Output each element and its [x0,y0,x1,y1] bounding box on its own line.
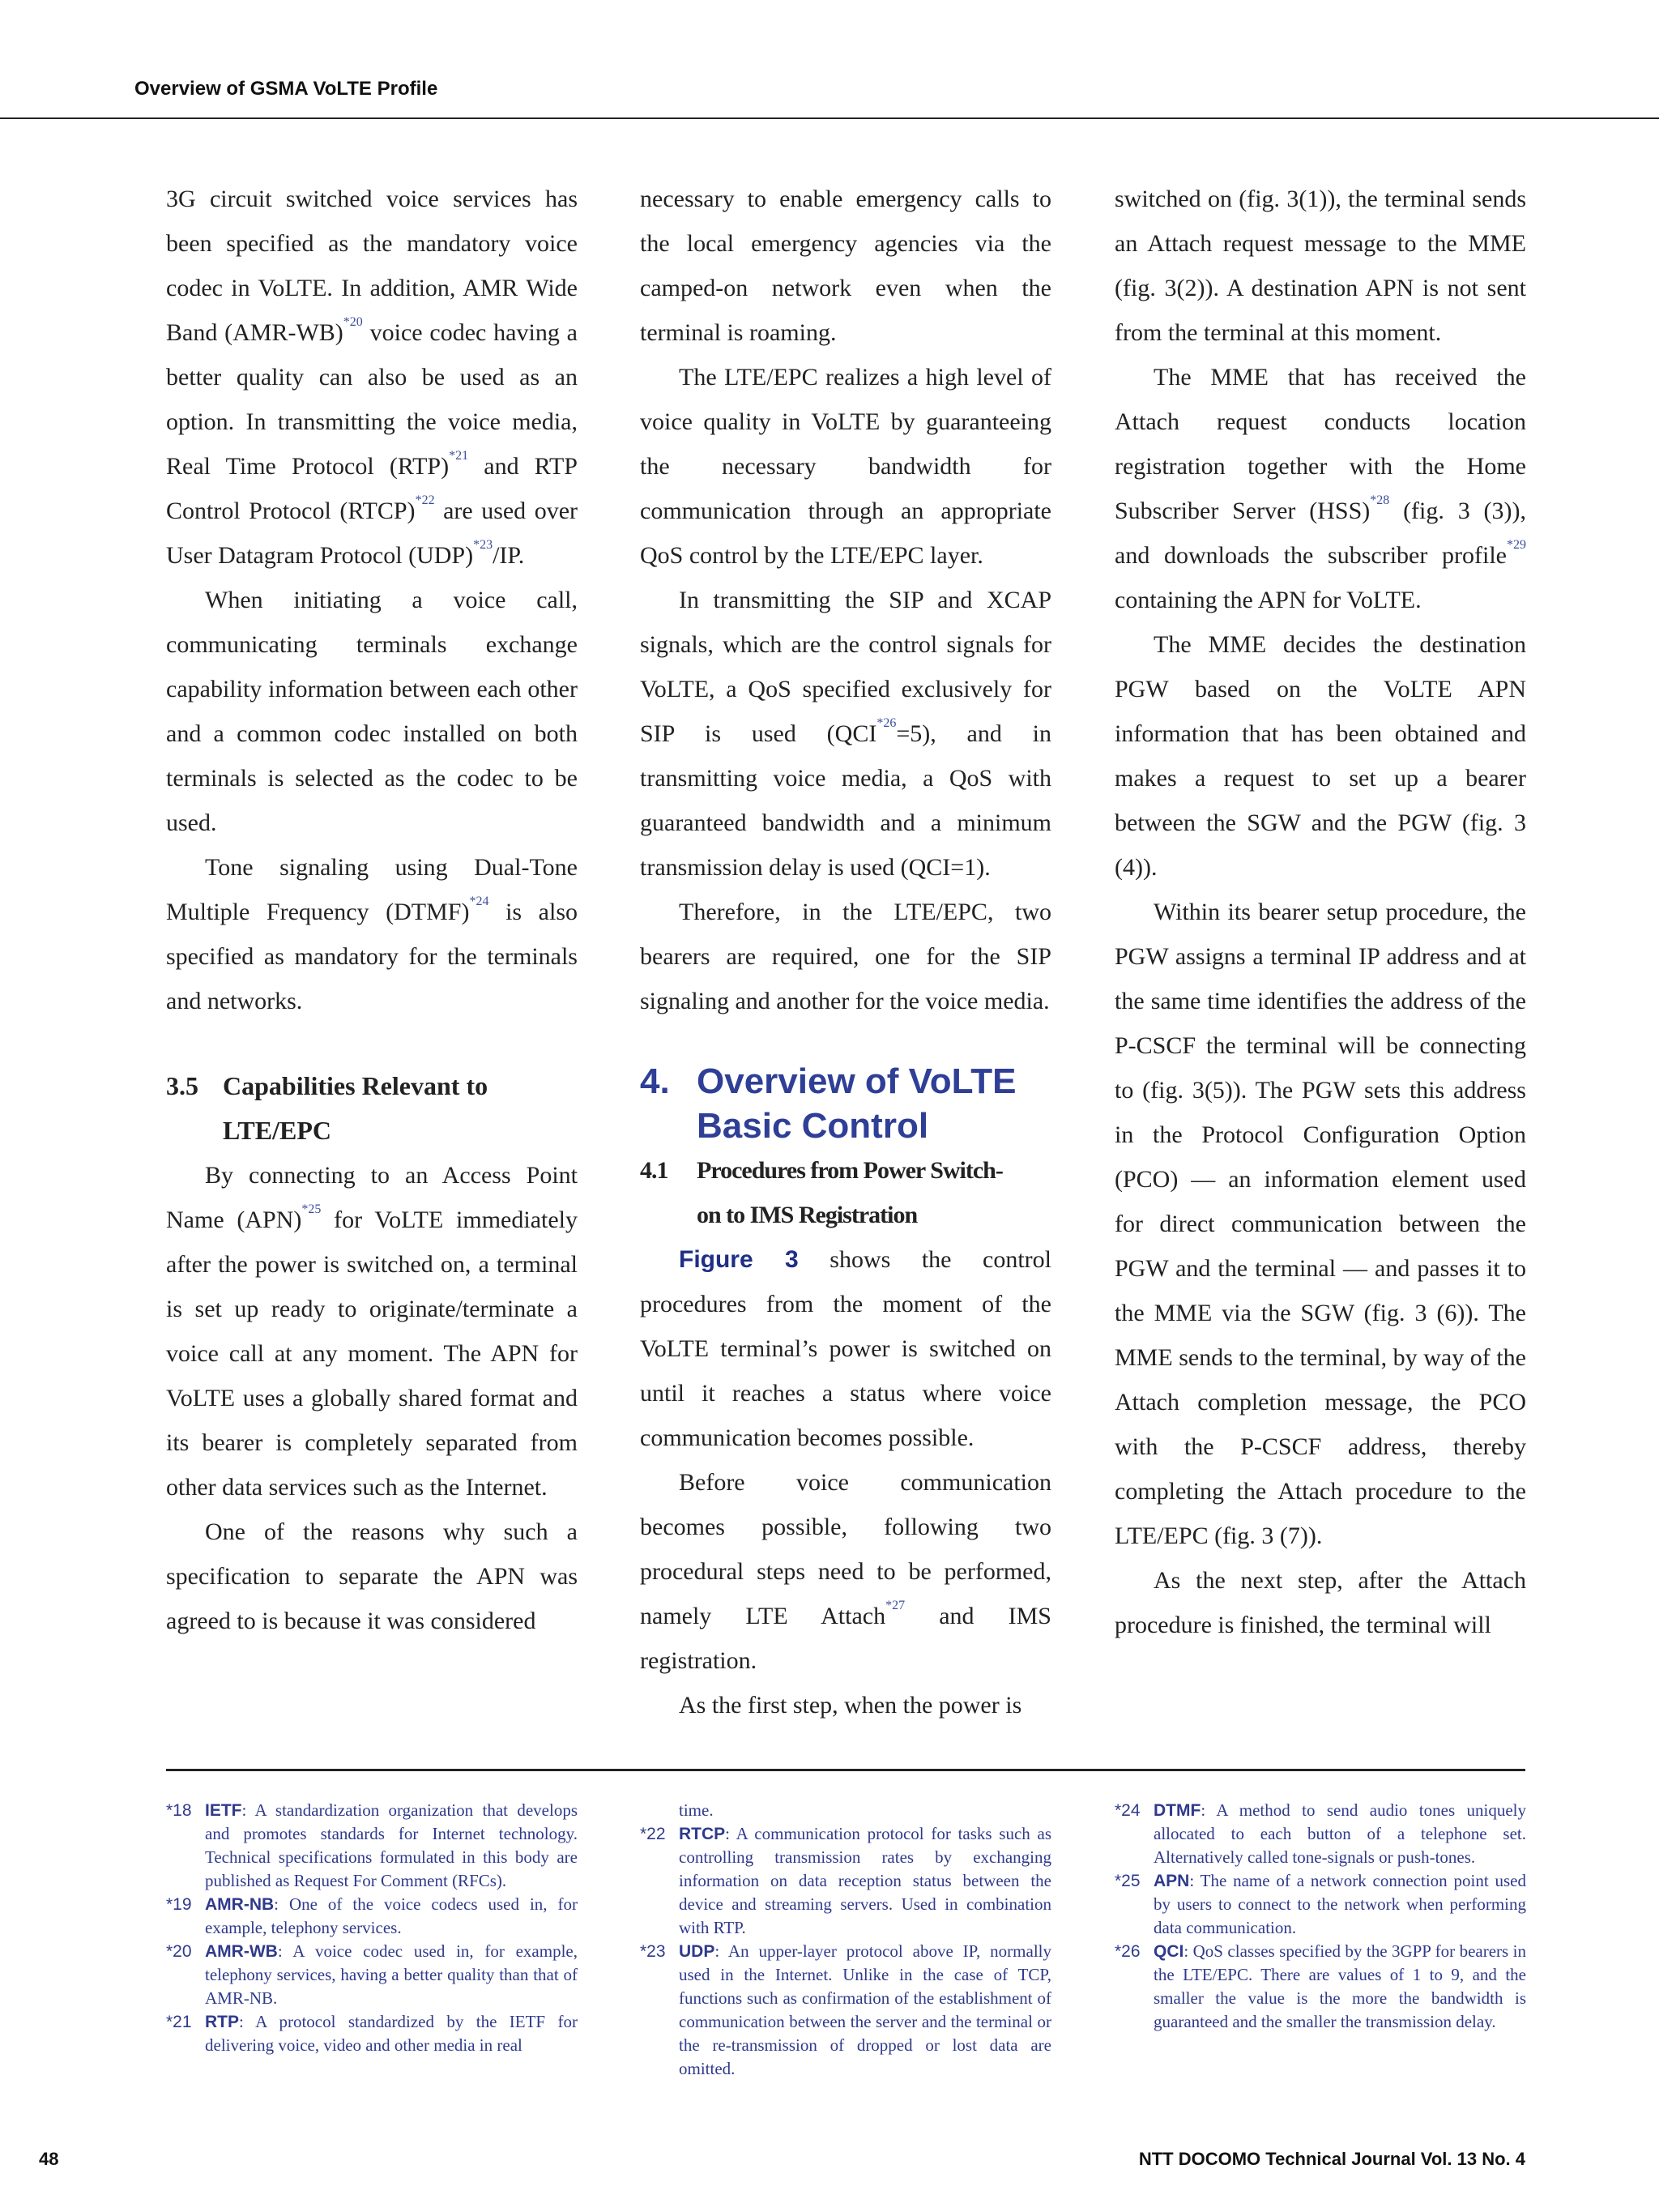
paragraph: Figure 3 shows the control procedures from the moment of the VoLTE terminal’s power is switched on until it reaches a status where voice communication becomes possible. [640,1246,1051,1451]
footnote-ref[interactable]: *20 [343,315,363,329]
footnote-20: *20 AMR-WB: A voice codec used in, for example, telephony services, having a better quality than that of AMR-NB. [166,1941,578,2008]
paragraph: One of the reasons why such a specification to separate the APN was agreed to is because it was considered [166,1518,578,1634]
footnote-21: *21 RTP: A protocol standardized by the IETF for delivering voice, video and other media in real [166,2012,578,2055]
paragraph: When initiating a voice call, communicating terminals exchange capability information between each other and a common codec installed on both terminals is selected as the codec to be used. [166,587,578,836]
footnote-ref[interactable]: *22 [415,493,435,507]
footnote-18: *18 IETF: A standardization organization that develops and promotes standards for Internet technology. Technical specifications formulated in this body are published as Request For Comment (RFCs). [166,1800,578,1890]
paragraph: Tone signaling using Dual-Tone Multiple Frequency (DTMF)$^{*24}$ is also specified as mandatory for the terminals and networks. [166,854,578,1014]
subsection-heading-4-1: 4.1 Procedures from Power Switch- on to IMS Registration [640,1157,1003,1228]
figure-reference[interactable]: Figure 3 [679,1246,799,1273]
footnotes-column-1 [166,1799,578,2057]
running-header: Overview of GSMA VoLTE Profile [134,78,438,100]
page-number: 48 [39,2149,59,2169]
paragraph: By connecting to an Access Point Name (APN)$^{*25}$ for VoLTE immediately after the power is switched on, a terminal is set up ready to originate/terminate a voice call at any moment. The APN for VoLTE uses a globally shared format and its bearer is completely separated from other data services such as the Internet. [166,1162,578,1501]
body-column-3 [1115,177,1526,1647]
footnote-22: *22 RTCP: A communication protocol for tasks such as controlling transmission rates by exchanging information on data reception status between the device and streaming servers. Used in combination with RTP. [640,1824,1051,1937]
footnote-ref[interactable]: *21 [449,449,469,463]
footnote-21-continued: time. [679,1800,714,1820]
footnote-ref[interactable]: *29 [1507,538,1526,552]
footnote-26: *26 QCI: QoS classes specified by the 3GPP for bearers in the LTE/EPC. There are values of 1 to 9, and the smaller the value is the more the bandwidth is guaranteed and the smaller the transmission delay. [1115,1941,1526,2031]
footnote-divider [166,1769,1525,1771]
footnote-ref[interactable]: *24 [469,895,489,908]
footnote-24: *24 DTMF: A method to send audio tones uniquely allocated to each button of a telephone set. Alternatively called tone-signals or push-tones. [1115,1800,1526,1867]
paragraph: Before voice communication becomes possible, following two procedural steps need to be performed, namely LTE Attach$^{*27}$ and IMS registration. [640,1469,1051,1674]
footnotes-column-2 [640,1799,1051,2081]
paragraph: In transmitting the SIP and XCAP signals, which are the control signals for VoLTE, a QoS specified exclusively for SIP is used $(QCI^{*26}=5)$, and in transmitting voice media, a QoS with guaranteed bandwidth and a minimum transmission delay is used (QCI=1). [640,587,1052,881]
paragraph: The LTE/EPC realizes a high level of voice quality in VoLTE by guaranteeing the necessary bandwidth for communication through an appropriate QoS control by the LTE/EPC layer. [640,364,1051,569]
footnote-ref[interactable]: *23 [473,538,493,552]
body-column-2 [640,177,1051,1727]
footnotes-column-3 [1115,1799,1526,2034]
body-column-1 [166,177,578,1643]
footnote-ref[interactable]: *26 [876,716,897,730]
journal-title: NTT DOCOMO Technical Journal Vol. 13 No. 4 [1138,2149,1525,2169]
paragraph: 3G circuit switched voice services has been specified as the mandatory voice codec in VoLTE. In addition, AMR Wide Band $(AMR-WB)^{*20}$ voice codec having a better quality can also be used as an option. In transmitting the voice media, Real Time Protocol (RTP)$^{*21}$ and RTP Control Protocol (RTCP)$^{*22}$ are used over User Datagram Protocol (UDP)$^{*23}$/IP. [166,186,578,569]
footnote-23: *23 UDP: An upper-layer protocol above IP, normally used in the Internet. Unlike in the case of TCP, functions such as confirmation of the establishment of communication between the server and the terminal or the re-transmission of dropped or lost data are omitted. [640,1941,1051,2078]
section-heading-4: 4. Overview of VoLTE Basic Control [640,1061,1017,1146]
paragraph: switched on (fig. 3(1)), the terminal sends an Attach request message to the MME (fig. 3(2)). A destination APN is not sent from the terminal at this moment. [1115,186,1526,346]
paragraph: The MME that has received the Attach request conducts location registration together with the Home Subscriber Server (HSS)$^{*28}$ (fig. 3 (3)), and downloads the subscriber profile$^{*29}$ containing the APN for VoLTE. [1115,364,1526,613]
paragraph: Therefore, in the LTE/EPC, two bearers are required, one for the SIP signaling and another for the voice media. [640,899,1051,1014]
header-divider [0,117,1659,119]
footnote-ref[interactable]: *27 [885,1599,906,1612]
paragraph: necessary to enable emergency calls to the local emergency agencies via the camped-on network even when the terminal is roaming. [640,186,1051,346]
footnote-19: *19 AMR-NB: One of the voice codecs used in, for example, telephony services. [166,1894,578,1937]
section-heading-3-5: 3.5 Capabilities Relevant to LTE/EPC [166,1071,488,1145]
paragraph: Within its bearer setup procedure, the PGW assigns a terminal IP address and at the same time identifies the address of the P-CSCF the terminal will be connecting to (fig. 3(5)). The PGW sets this address in the Protocol Configuration Option (PCO) — an information element used for direct communication between the PGW and the terminal — and passes it to the MME via the SGW (fig. 3 (6)). The MME sends to the terminal, by way of the Attach completion message, the PCO with the P-CSCF address, thereby completing the Attach procedure to the LTE/EPC (fig. 3 (7)). [1115,899,1526,1549]
paragraph: The MME decides the destination PGW based on the VoLTE APN information that has been obtained and makes a request to set up a bearer between the SGW and the PGW (fig. 3 (4)). [1115,631,1526,881]
footnote-ref[interactable]: *25 [301,1202,322,1216]
paragraph: As the first step, when the power is [679,1692,1022,1719]
footnote-25: *25 APN: The name of a network connection point used by users to connect to the network when performing data communication. [1115,1871,1526,1937]
footnote-ref[interactable]: *28 [1370,493,1390,507]
paragraph: As the next step, after the Attach procedure is finished, the terminal will [1115,1567,1526,1638]
